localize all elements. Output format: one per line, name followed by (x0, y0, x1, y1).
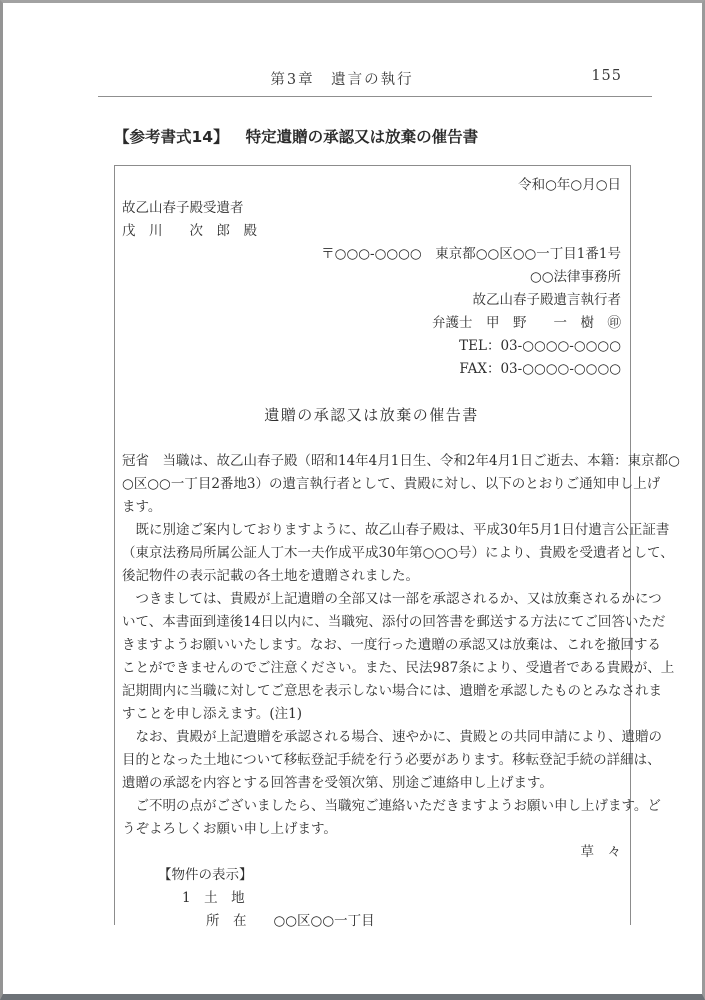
body-line: 既に別途ご案内しておりますように、故乙山春子殿は、平成30年5月1日付遺言公正証書 (122, 522, 670, 538)
running-header (98, 68, 652, 88)
body-line: ○区○○一丁目2番地3）の遺言執行者として、貴殿に対し、以下のとおりご通知申し上げ (122, 476, 661, 492)
body-line: 目的となった土地について移転登記手続を行う必要があります。移転登記手続の詳細は、 (122, 752, 661, 768)
recipient-title: 故乙山春子殿受遺者 (122, 200, 244, 216)
recipient-name: 戊 川 次 郎 殿 (122, 223, 257, 239)
letter-date: 令和○年○月○日 (518, 177, 621, 193)
form-heading (114, 125, 478, 147)
body-line: なお、貴殿が上記遺贈を承認される場合、速やかに、貴殿との共同申請により、遺贈の (122, 729, 662, 745)
body-line: すことを申し添えます。(注1) (122, 706, 303, 722)
body-line: 後記物件の表示記載の各土地を遺贈されました。 (122, 568, 419, 584)
sender-address: 〒○○○-○○○○ 東京都○○区○○一丁目1番1号 (321, 246, 621, 262)
property-heading: 【物件の表示】 (158, 867, 253, 883)
sender-office: ○○法律事務所 (529, 269, 621, 285)
chapter-title: 第3章 遺言の執行 (270, 72, 414, 88)
property-location-label: 所 在 (206, 913, 247, 929)
page-number: 155 (591, 68, 622, 84)
form-heading-label: 【参考書式14】 (114, 128, 229, 146)
body-line: ご不明の点がございましたら、当職宛ご連絡いただきますようお願い申し上げます。ど (122, 798, 661, 814)
body-line: うぞよろしくお願い申し上げます。 (122, 821, 337, 837)
body-line: ます。 (122, 499, 162, 515)
property-location (122, 910, 621, 933)
body-line: ことができませんのでご注意ください。また、民法987条により、受遺者である貴殿が、上 (122, 660, 675, 676)
body-line: 冠省 当職は、故乙山春子殿（昭和14年4月1日生、令和2年4月1日ご逝去、本籍：東京都○ (122, 453, 680, 469)
sender-role: 故乙山春子殿遺言執行者 (472, 292, 621, 308)
body-line: つきましては、貴殿が上記遺贈の全部又は一部を承認されるか、又は放棄されるかにつ (122, 591, 662, 607)
form-heading-title: 特定遺贈の承認又は放棄の催告書 (245, 128, 479, 146)
spacer-line (122, 427, 621, 450)
body-line: きますようお願いいたします。なお、一度行った遺贈の承認又は放棄は、これを撤回する (122, 637, 661, 653)
header-divider (98, 96, 652, 97)
letter-form-box (114, 165, 680, 929)
sender-fax: FAX：03-○○○○-○○○○ (459, 361, 621, 377)
closing-salutation: 草 々 (580, 844, 621, 860)
sender-name-seal: 弁護士 甲 野 一 樹 ㊞ (432, 315, 621, 331)
body-line: 記期間内に当職に対してご意思を表示しない場合には、遺贈を承認したものとみなされま (122, 683, 662, 699)
property-item: 1 土 地 (182, 890, 245, 906)
letter-title: 遺贈の承認又は放棄の催告書 (264, 406, 479, 424)
sender-tel: TEL：03-○○○○-○○○○ (459, 338, 621, 354)
body-line: 遺贈の承認を内容とする回答書を受領次第、別途ご連絡申し上げます。 (122, 775, 553, 791)
body-line: （東京法務局所属公証人丁木一夫作成平成30年第○○○号）により、貴殿を受遺者として、 (122, 545, 674, 561)
body-line: いて、本書面到達後14日以内に、当職宛、添付の回答書を郵送する方法にてご回答いただ (122, 614, 666, 630)
property-location-value: ○○区○○一丁目 (273, 913, 375, 929)
spacer-line (122, 381, 621, 404)
